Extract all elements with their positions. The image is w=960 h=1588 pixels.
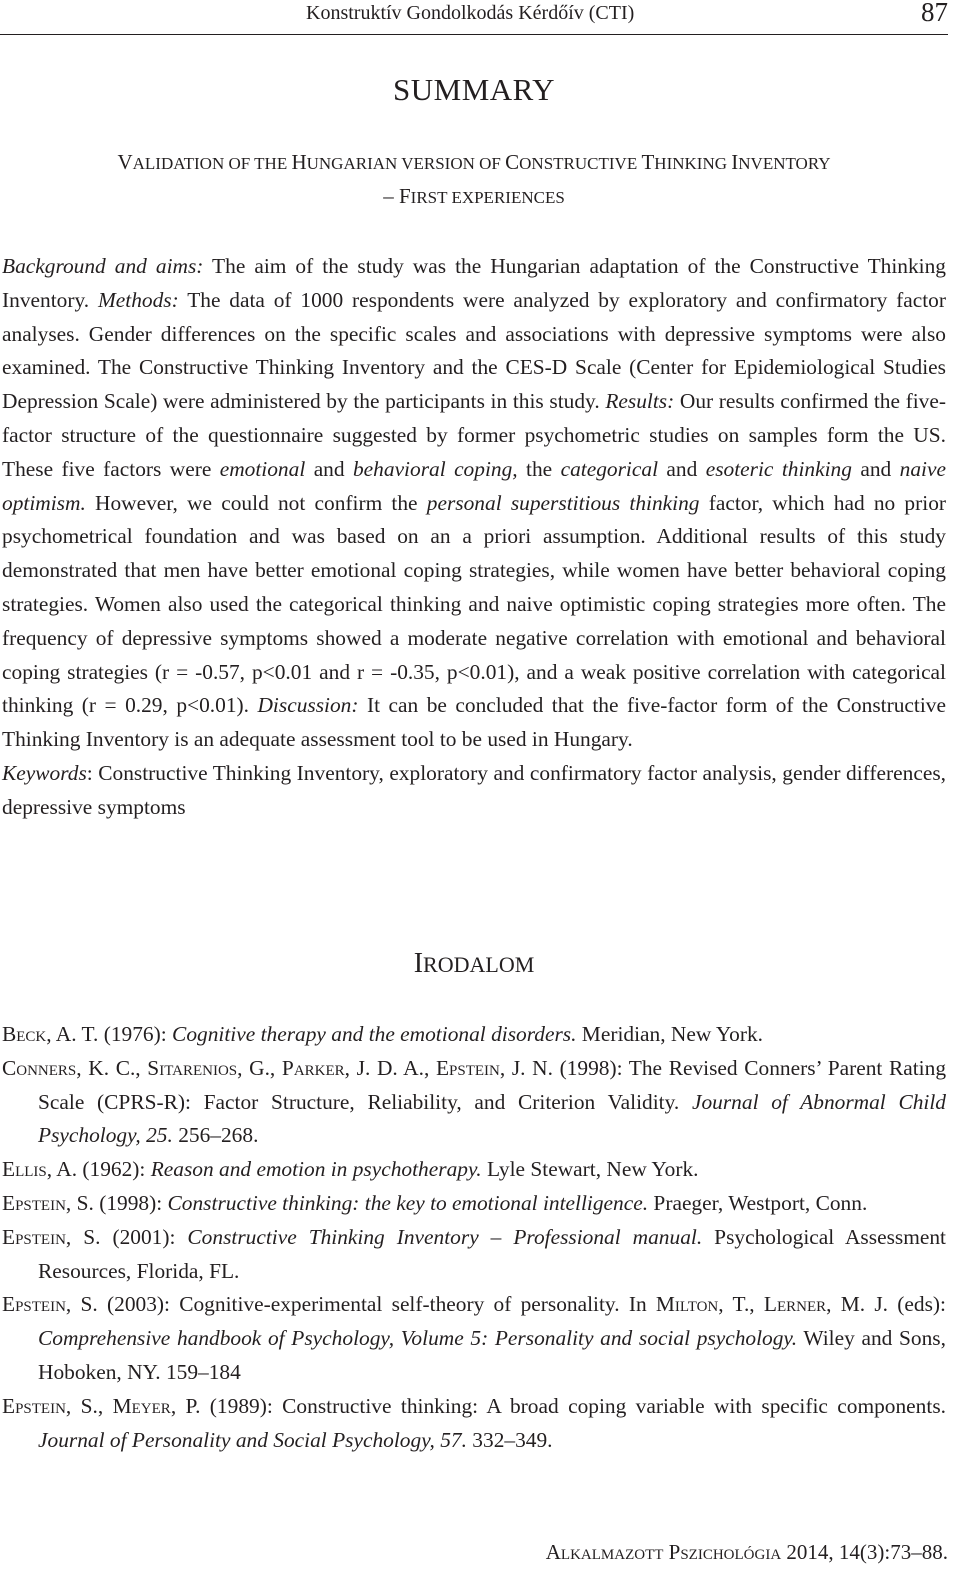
text-run: I <box>731 150 739 174</box>
text-run: UNGARIAN VERSION OF <box>306 154 506 173</box>
text-run: , S. (1998): <box>65 1190 168 1215</box>
small-caps-text-run: Milton <box>655 1292 719 1317</box>
small-caps-text-run: Sitarenios <box>147 1055 238 1080</box>
small-caps-text-run: Lerner <box>763 1292 827 1317</box>
italic-text-run: Keywords <box>2 760 87 785</box>
text-run: NVENTORY <box>738 154 831 173</box>
text-run: factor, which had no prior psychometrical foundation and was based on an a priori assumption. Additional results of this study demonstrated that men have better emotional coping strategies, while women have better behavioral coping strategies. Women also used the categorical thinking and naive optimistic coping strategies more often. The frequency of depressive symptoms showed a moderate negative correlation with emotional and behavioral coping strategies (r = -0.57, p<0.01 and r = -0.35, p<0.01), and a weak positive correlation with categorical thinking (r = 0.29, p<0.01). <box>2 490 947 718</box>
journal-footer <box>546 1540 948 1565</box>
italic-text-run: esoteric thinking <box>705 456 852 481</box>
italic-text-run: behavioral coping, <box>352 456 518 481</box>
text-run: , M. J. (eds): <box>826 1292 946 1317</box>
text-run: Psychological Assessment Resources, Florida, FL. <box>38 1224 946 1283</box>
italic-text-run: Cognitive therapy and the emotional disorders. <box>172 1022 577 1046</box>
small-caps-text-run: Epstein <box>435 1055 500 1080</box>
text-run: : Constructive Thinking Inventory, exploratory and confirmatory factor analysis, gender differences, depressive symptoms <box>2 760 946 819</box>
text-run: , T., <box>718 1292 764 1317</box>
references-heading <box>0 948 948 980</box>
text-run: , J. D. A., <box>344 1055 436 1080</box>
italic-text-run: Comprehensive handbook of Psychology, Volume 5: Personality and social psychology. <box>38 1326 798 1351</box>
abstract-paragraph <box>2 250 946 757</box>
text-run: , A. (1962): <box>46 1157 151 1182</box>
references-heading-initial: I <box>413 948 424 979</box>
text-run: Lyle Stewart, New York. <box>481 1157 699 1182</box>
text-run: , S., <box>65 1393 113 1418</box>
text-run: H <box>291 150 307 174</box>
small-caps-text-run: Conners <box>2 1055 77 1080</box>
text-run: Meridian, New York. <box>576 1022 764 1046</box>
italic-text-run: Background and aims: <box>2 254 204 278</box>
running-head <box>0 0 948 35</box>
text-run: ALIDATION OF THE <box>132 154 292 173</box>
italic-text-run: categorical <box>560 456 659 481</box>
page-number: 87 <box>921 0 948 27</box>
text-run: and <box>658 456 706 481</box>
text-run: , G., <box>237 1055 282 1080</box>
summary-subtitle-line-1 <box>0 150 948 175</box>
reference-item <box>2 1390 946 1458</box>
text-run: However, we could not confirm the <box>85 490 427 515</box>
small-caps-text-run: Meyer <box>112 1393 171 1418</box>
text-run: 2014, 14(3):73–88. <box>781 1540 948 1564</box>
text-run: and <box>305 456 353 481</box>
text-run: Praeger, Westport, Conn. <box>648 1190 868 1215</box>
text-run: , P. (1989): Constructive thinking: A broad coping variable with specific components. <box>170 1393 946 1418</box>
reference-item <box>2 1018 946 1052</box>
reference-list <box>2 1018 946 1457</box>
text-run: the <box>517 456 561 481</box>
text-run: 332–349. <box>466 1427 553 1452</box>
text-run: and <box>851 456 900 481</box>
reference-item <box>2 1288 946 1389</box>
text-run: Wiley and Sons, Hoboken, NY. 159–184 <box>38 1326 946 1384</box>
reference-item <box>2 1187 946 1221</box>
text-run: IRST EXPERIENCES <box>410 188 565 207</box>
italic-text-run: personal superstitious thinking <box>426 490 700 515</box>
text-run: The data of 1000 respondents were analyzed by exploratory and confirmatory factor analyses. Gender differences on the specific scales and associations with depressive symptoms were also examined. The Constructive Thinking Inventory and the CES-D Scale (Center for Epidemiological Studies Depression Scale) were administered by the participants in this study. <box>2 287 946 414</box>
references-heading-rest: RODALOM <box>423 952 535 977</box>
small-caps-text-run: Beck <box>2 1022 47 1046</box>
reference-item <box>2 1153 946 1187</box>
text-run: Our results confirmed the five-factor structure of the questionnaire suggested by former psychometric studies on samples form the US. These five factors were <box>2 389 946 481</box>
small-caps-text-run: Epstein <box>2 1393 66 1418</box>
text-run: The aim of the study was the Hungarian adaptation of the Constructive Thinking Inventory. <box>2 254 946 312</box>
text-run: , K. C., <box>76 1055 148 1080</box>
small-caps-text-run: Parker <box>281 1055 345 1080</box>
italic-text-run: emotional <box>219 456 306 481</box>
keywords-paragraph <box>2 757 946 825</box>
summary-subtitle-line-2 <box>0 184 948 209</box>
italic-text-run: Constructive Thinking Inventory – Professional manual. <box>187 1224 703 1249</box>
text-run: , S. (2003): Cognitive-experimental self-theory of personality. In <box>65 1292 656 1317</box>
small-caps-text-run: Alkalmazott Pszichológia <box>545 1540 782 1564</box>
text-run: HINKING <box>654 154 732 173</box>
text-run: C <box>505 150 520 174</box>
text-run: , A. T. (1976): <box>46 1022 173 1046</box>
italic-text-run: naive optimism. <box>2 456 946 515</box>
reference-item <box>2 1052 946 1153</box>
italic-text-run: Constructive thinking: the key to emotional intelligence. <box>167 1190 649 1215</box>
text-run: 256–268. <box>172 1123 259 1148</box>
small-caps-text-run: Epstein <box>2 1224 66 1249</box>
text-run: – F <box>383 184 411 208</box>
text-run: ONSTRUCTIVE <box>519 154 642 173</box>
text-run: , S. (2001): <box>65 1224 188 1249</box>
small-caps-text-run: Ellis <box>2 1157 47 1182</box>
abstract-body <box>2 250 946 825</box>
small-caps-text-run: Epstein <box>2 1292 66 1317</box>
italic-text-run: Journal of Abnormal Child Psychology, 25. <box>38 1089 946 1148</box>
reference-item <box>2 1221 946 1289</box>
text-run: V <box>117 150 133 174</box>
text-run: It can be concluded that the five-factor form of the Constructive Thinking Inventory is an adequate assessment tool to be used in Hungary. <box>2 693 946 752</box>
italic-text-run: Reason and emotion in psychotherapy. <box>150 1157 482 1182</box>
italic-text-run: Results: <box>605 389 675 414</box>
italic-text-run: Methods: <box>97 287 179 312</box>
running-head-title: Konstruktív Gondolkodás Kérdőív (CTI) <box>306 2 635 24</box>
italic-text-run: Discussion: <box>257 693 359 718</box>
text-run: , J. N. (1998): The Revised Conners’ Parent Rating Scale (CPRS-R): Factor Structure, Reliability, and Criterion Validity. <box>38 1055 947 1114</box>
small-caps-text-run: Epstein <box>2 1190 66 1215</box>
summary-heading: SUMMARY <box>393 72 555 107</box>
italic-text-run: Journal of Personality and Social Psychology, 57. <box>38 1427 467 1452</box>
text-run: T <box>641 150 655 174</box>
